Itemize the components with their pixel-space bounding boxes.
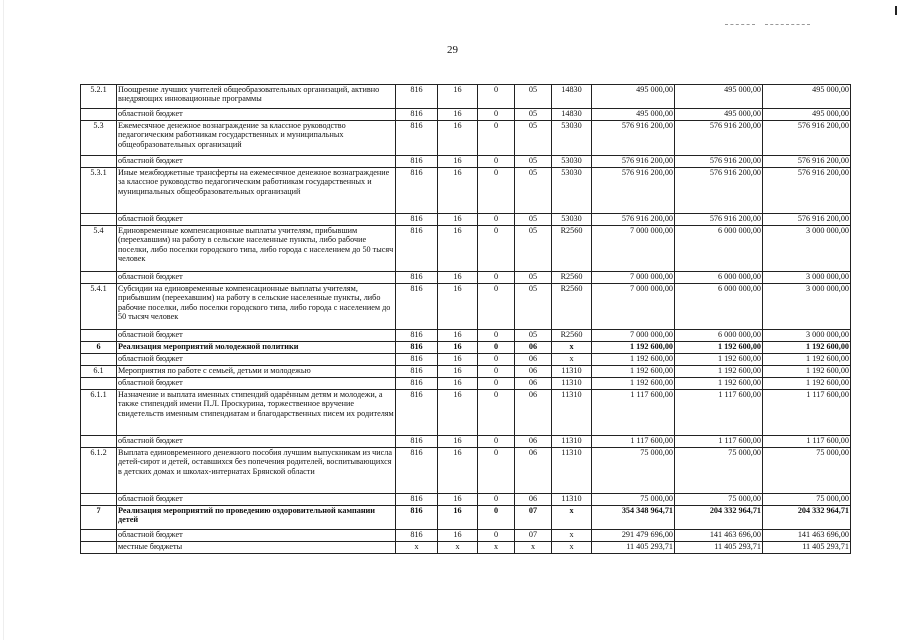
code-direction: x [552,342,592,354]
table-row [81,272,851,284]
code-program: 16 [438,436,478,448]
item-number [81,109,117,121]
table-row [81,284,851,330]
code-ministry: 816 [396,284,438,330]
code-event: 06 [515,354,552,366]
amount-year3: 11 405 293,71 [763,542,851,554]
code-subprogram: 0 [478,284,515,330]
table-row [81,85,851,109]
code-program: 16 [438,390,478,436]
scan-dash-mark [725,24,755,26]
amount-year1: 1 192 600,00 [592,342,675,354]
code-ministry: 816 [396,436,438,448]
code-ministry: 816 [396,226,438,272]
code-event: 06 [515,390,552,436]
amount-year3: 204 332 964,71 [763,506,851,530]
amount-year1: 354 348 964,71 [592,506,675,530]
amount-year2: 6 000 000,00 [675,272,763,284]
code-program: 16 [438,448,478,494]
item-number [81,156,117,168]
code-subprogram: 0 [478,156,515,168]
item-number: 6.1.1 [81,390,117,436]
code-program: 16 [438,156,478,168]
item-description: областной бюджет [117,330,396,342]
code-event: 06 [515,436,552,448]
code-program: 16 [438,168,478,214]
code-ministry: 816 [396,330,438,342]
code-direction: R2560 [552,226,592,272]
amount-year1: 576 916 200,00 [592,156,675,168]
code-direction: R2560 [552,284,592,330]
amount-year3: 1 192 600,00 [763,354,851,366]
code-direction: 11310 [552,436,592,448]
amount-year1: 576 916 200,00 [592,168,675,214]
amount-year1: 1 192 600,00 [592,378,675,390]
code-event: 05 [515,121,552,156]
item-number [81,330,117,342]
amount-year3: 1 117 600,00 [763,436,851,448]
amount-year2: 495 000,00 [675,85,763,109]
item-number: 5.3 [81,121,117,156]
table-row [81,436,851,448]
item-number [81,378,117,390]
code-event: 05 [515,214,552,226]
code-program: 16 [438,366,478,378]
code-event: 07 [515,530,552,542]
code-direction: 53030 [552,121,592,156]
code-direction: 11310 [552,390,592,436]
code-event: 05 [515,85,552,109]
amount-year1: 495 000,00 [592,85,675,109]
item-description: Реализация мероприятий молодежной политики [117,342,396,354]
table-row [81,494,851,506]
code-program: 16 [438,330,478,342]
amount-year1: 11 405 293,71 [592,542,675,554]
code-subprogram: 0 [478,390,515,436]
item-number: 5.4.1 [81,284,117,330]
code-event: 05 [515,226,552,272]
code-program: 16 [438,506,478,530]
item-number [81,354,117,366]
item-description: Реализация мероприятий по проведению оздоровительной кампании детей [117,506,396,530]
amount-year3: 3 000 000,00 [763,330,851,342]
amount-year2: 6 000 000,00 [675,284,763,330]
amount-year2: 204 332 964,71 [675,506,763,530]
item-number: 5.3.1 [81,168,117,214]
code-subprogram: 0 [478,342,515,354]
amount-year3: 576 916 200,00 [763,156,851,168]
amount-year3: 75 000,00 [763,448,851,494]
amount-year3: 1 117 600,00 [763,390,851,436]
code-subprogram: 0 [478,530,515,542]
table-row [81,214,851,226]
table-row [81,542,851,554]
code-program: 16 [438,342,478,354]
amount-year3: 576 916 200,00 [763,214,851,226]
item-number [81,436,117,448]
item-description: Выплата единовременного денежного пособия лучшим выпускникам из числа детей-сирот и детей, оставшихся без попечения родителей, воспитывающихся в детских домах и школах-интернатах Брянской области [117,448,396,494]
code-event: 07 [515,506,552,530]
table-row [81,109,851,121]
item-number: 5.2.1 [81,85,117,109]
item-description: областной бюджет [117,378,396,390]
code-program: 16 [438,494,478,506]
budget-table-body [81,85,851,554]
item-number [81,272,117,284]
scan-edge-line [3,0,4,640]
amount-year1: 1 117 600,00 [592,436,675,448]
amount-year1: 7 000 000,00 [592,330,675,342]
amount-year2: 1 192 600,00 [675,378,763,390]
code-event: 05 [515,156,552,168]
code-subprogram: 0 [478,121,515,156]
amount-year1: 7 000 000,00 [592,284,675,330]
code-ministry: x [396,542,438,554]
amount-year3: 3 000 000,00 [763,284,851,330]
table-row [81,448,851,494]
scan-corner-mark [895,6,897,15]
amount-year2: 1 117 600,00 [675,390,763,436]
code-program: 16 [438,109,478,121]
table-row [81,378,851,390]
code-program: 16 [438,214,478,226]
item-description: областной бюджет [117,156,396,168]
code-event: 06 [515,448,552,494]
code-direction: 14830 [552,109,592,121]
item-number: 6.1 [81,366,117,378]
code-direction: x [552,530,592,542]
table-row [81,168,851,214]
amount-year2: 6 000 000,00 [675,330,763,342]
scan-dash-mark [765,24,810,26]
code-direction: 53030 [552,168,592,214]
amount-year2: 75 000,00 [675,494,763,506]
item-description: местные бюджеты [117,542,396,554]
code-subprogram: 0 [478,506,515,530]
code-event: 05 [515,272,552,284]
table-row [81,506,851,530]
amount-year3: 1 192 600,00 [763,366,851,378]
amount-year2: 11 405 293,71 [675,542,763,554]
code-event: x [515,542,552,554]
amount-year2: 576 916 200,00 [675,156,763,168]
amount-year3: 1 192 600,00 [763,342,851,354]
code-subprogram: 0 [478,226,515,272]
code-subprogram: 0 [478,168,515,214]
item-number: 6.1.2 [81,448,117,494]
item-description: областной бюджет [117,109,396,121]
amount-year3: 3 000 000,00 [763,226,851,272]
code-event: 06 [515,494,552,506]
code-ministry: 816 [396,530,438,542]
code-direction: 53030 [552,156,592,168]
table-row [81,354,851,366]
code-program: 16 [438,284,478,330]
amount-year1: 495 000,00 [592,109,675,121]
code-direction: 11310 [552,378,592,390]
code-ministry: 816 [396,156,438,168]
code-subprogram: 0 [478,378,515,390]
budget-table [80,84,851,554]
amount-year2: 141 463 696,00 [675,530,763,542]
item-description: Единовременные компенсационные выплаты учителям, прибывшим (переехавшим) на работу в сельские населенные пункты, либо рабочие поселки, либо поселки городского типа, либо города с населением до 50 тысяч человек [117,226,396,272]
table-row [81,156,851,168]
code-direction: R2560 [552,272,592,284]
code-program: 16 [438,121,478,156]
item-description: Поощрение лучших учителей общеобразовательных организаций, активно внедряющих инновационные программы [117,85,396,109]
item-description: Субсидии на единовременные компенсационные выплаты учителям, прибывшим (переехавшим) на работу в сельские населенные пункты, либо рабочие поселки, либо поселки городского типа, либо города с населением до 50 тысяч человек [117,284,396,330]
code-subprogram: 0 [478,330,515,342]
amount-year1: 576 916 200,00 [592,121,675,156]
code-direction: 11310 [552,494,592,506]
amount-year1: 1 192 600,00 [592,354,675,366]
item-description: Назначение и выплата именных стипендий одарённым детям и молодежи, а также стипендий имени П.Л. Проскурина, торжественное вручение свидетельств именным стипендиатам и благодарственных писем их родителям [117,390,396,436]
item-number: 5.4 [81,226,117,272]
item-description: Иные межбюджетные трансферты на ежемесячное денежное вознаграждение за классное руководство педагогическим работникам государственных и муниципальных общеобразовательных организаций [117,168,396,214]
item-number [81,530,117,542]
code-subprogram: 0 [478,494,515,506]
page-number: 29 [447,44,458,56]
code-subprogram: 0 [478,354,515,366]
table-row [81,390,851,436]
code-ministry: 816 [396,366,438,378]
amount-year3: 1 192 600,00 [763,378,851,390]
code-subprogram: 0 [478,366,515,378]
table-row [81,226,851,272]
code-subprogram: 0 [478,272,515,284]
amount-year3: 576 916 200,00 [763,168,851,214]
code-ministry: 816 [396,494,438,506]
amount-year3: 495 000,00 [763,85,851,109]
amount-year1: 75 000,00 [592,448,675,494]
amount-year2: 1 192 600,00 [675,354,763,366]
amount-year1: 291 479 696,00 [592,530,675,542]
code-subprogram: x [478,542,515,554]
item-description: областной бюджет [117,530,396,542]
item-description: областной бюджет [117,494,396,506]
item-description: Мероприятия по работе с семьей, детьми и молодежью [117,366,396,378]
item-description: областной бюджет [117,272,396,284]
table-row [81,121,851,156]
code-event: 06 [515,366,552,378]
amount-year3: 495 000,00 [763,109,851,121]
code-program: 16 [438,272,478,284]
code-ministry: 816 [396,85,438,109]
code-subprogram: 0 [478,109,515,121]
code-direction: R2560 [552,330,592,342]
code-ministry: 816 [396,109,438,121]
item-description: областной бюджет [117,436,396,448]
code-ministry: 816 [396,378,438,390]
amount-year3: 576 916 200,00 [763,121,851,156]
amount-year3: 141 463 696,00 [763,530,851,542]
code-direction: x [552,354,592,366]
code-ministry: 816 [396,390,438,436]
code-ministry: 816 [396,448,438,494]
item-number: 7 [81,506,117,530]
item-number [81,542,117,554]
code-direction: x [552,542,592,554]
code-direction: 14830 [552,85,592,109]
amount-year1: 1 192 600,00 [592,366,675,378]
code-program: x [438,542,478,554]
amount-year2: 576 916 200,00 [675,168,763,214]
code-ministry: 816 [396,168,438,214]
code-direction: 11310 [552,448,592,494]
code-direction: 11310 [552,366,592,378]
amount-year3: 3 000 000,00 [763,272,851,284]
code-ministry: 816 [396,354,438,366]
amount-year1: 7 000 000,00 [592,226,675,272]
amount-year1: 576 916 200,00 [592,214,675,226]
code-event: 06 [515,378,552,390]
table-row [81,342,851,354]
item-description: областной бюджет [117,354,396,366]
code-ministry: 816 [396,121,438,156]
amount-year3: 75 000,00 [763,494,851,506]
item-number [81,214,117,226]
amount-year2: 6 000 000,00 [675,226,763,272]
item-description: Ежемесячное денежное вознаграждение за классное руководство педагогическим работникам государственных и муниципальных общеобразовательных организаций [117,121,396,156]
code-ministry: 816 [396,342,438,354]
amount-year2: 1 192 600,00 [675,342,763,354]
amount-year2: 495 000,00 [675,109,763,121]
code-event: 05 [515,284,552,330]
amount-year2: 1 117 600,00 [675,436,763,448]
amount-year1: 1 117 600,00 [592,390,675,436]
code-event: 05 [515,330,552,342]
amount-year2: 1 192 600,00 [675,366,763,378]
table-row [81,530,851,542]
code-subprogram: 0 [478,214,515,226]
item-description: областной бюджет [117,214,396,226]
code-program: 16 [438,530,478,542]
amount-year2: 75 000,00 [675,448,763,494]
amount-year1: 75 000,00 [592,494,675,506]
amount-year2: 576 916 200,00 [675,121,763,156]
code-ministry: 816 [396,506,438,530]
code-subprogram: 0 [478,448,515,494]
code-ministry: 816 [396,272,438,284]
item-number: 6 [81,342,117,354]
code-program: 16 [438,226,478,272]
table-row [81,366,851,378]
code-event: 06 [515,342,552,354]
code-event: 05 [515,109,552,121]
code-subprogram: 0 [478,436,515,448]
amount-year1: 7 000 000,00 [592,272,675,284]
code-program: 16 [438,85,478,109]
code-direction: x [552,506,592,530]
code-subprogram: 0 [478,85,515,109]
code-program: 16 [438,378,478,390]
code-event: 05 [515,168,552,214]
code-ministry: 816 [396,214,438,226]
table-row [81,330,851,342]
amount-year2: 576 916 200,00 [675,214,763,226]
code-direction: 53030 [552,214,592,226]
item-number [81,494,117,506]
code-program: 16 [438,354,478,366]
